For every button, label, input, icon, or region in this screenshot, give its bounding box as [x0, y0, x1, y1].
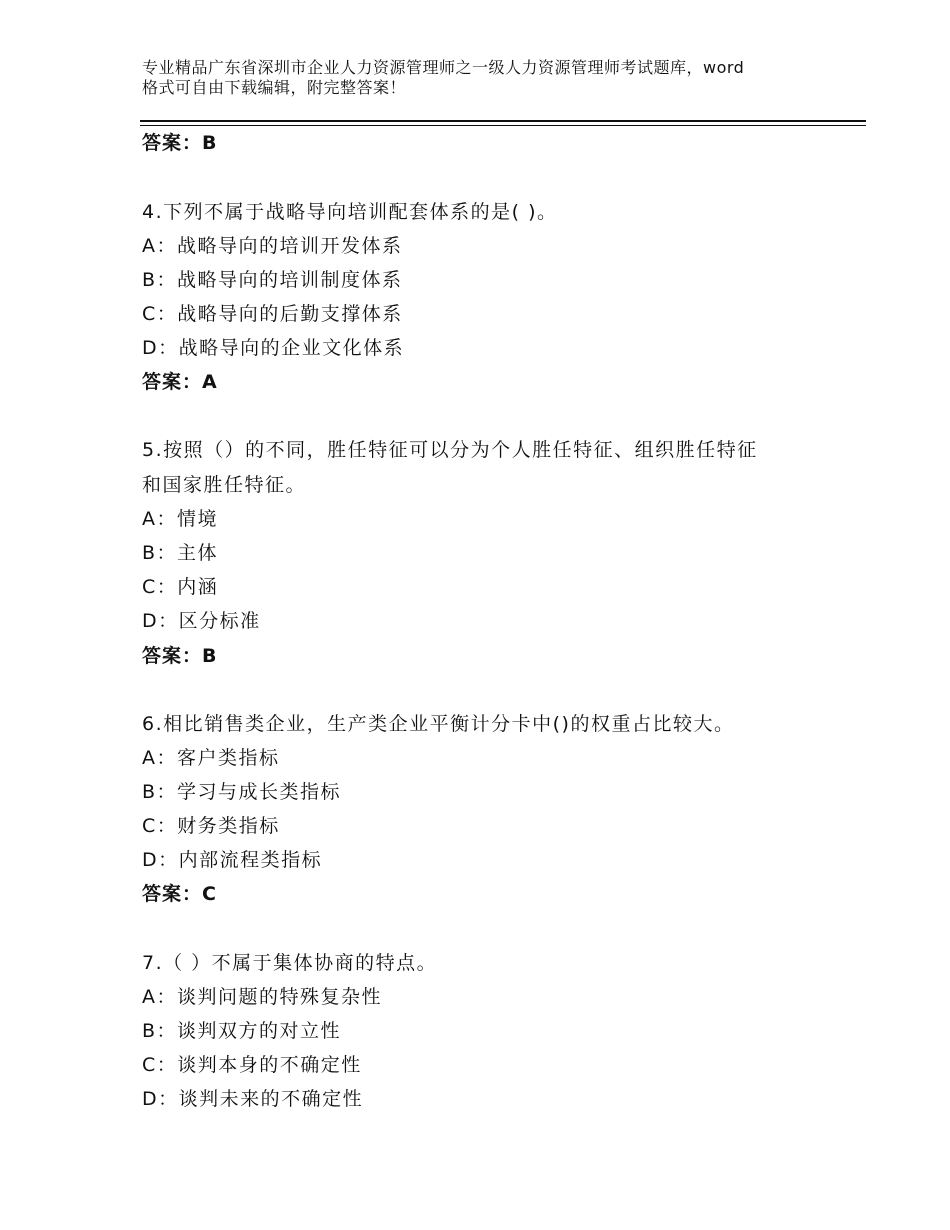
- question-6-option-b: B：学习与成长类指标: [142, 781, 342, 803]
- header-line-2: 格式可自由下载编辑，附完整答案！: [142, 78, 407, 97]
- question-7-option-b: B：谈判双方的对立性: [142, 1020, 342, 1042]
- question-4-option-c: C：战略导向的后勤支撑体系: [142, 303, 403, 325]
- question-7-option-a: A：谈判问题的特殊复杂性: [142, 986, 382, 1008]
- document-header: [142, 58, 842, 98]
- question-4-stem: 4.下列不属于战略导向培训配套体系的是( )。: [142, 201, 558, 223]
- header-line-1: 专业精品广东省深圳市企业人力资源管理师之一级人力资源管理师考试题库，word: [142, 58, 745, 77]
- question-5-stem-line-2: 和国家胜任特征。: [142, 474, 307, 496]
- question-4-option-a: A：战略导向的培训开发体系: [142, 235, 403, 257]
- question-5-option-b: B：主体: [142, 542, 219, 564]
- question-6-option-c: C：财务类指标: [142, 815, 280, 837]
- question-7-stem: 7.（ ）不属于集体协商的特点。: [142, 952, 438, 974]
- question-4-answer: 答案：A: [142, 371, 218, 393]
- question-7-option-c: C：谈判本身的不确定性: [142, 1054, 362, 1076]
- question-5-option-d: D：区分标准: [142, 610, 261, 632]
- question-6-stem: 6.相比销售类企业，生产类企业平衡计分卡中()的权重占比较大。: [142, 713, 735, 735]
- question-5-answer: 答案：B: [142, 645, 218, 667]
- header-rule-thick: [140, 120, 866, 122]
- header-rule-thin: [140, 125, 866, 126]
- question-6-answer: 答案：C: [142, 883, 217, 905]
- question-5-option-a: A：情境: [142, 508, 218, 530]
- question-4-option-d: D：战略导向的企业文化体系: [142, 337, 405, 359]
- question-6-option-d: D：内部流程类指标: [142, 849, 323, 871]
- question-5-option-c: C：内涵: [142, 576, 219, 598]
- question-5-stem-line-1: 5.按照（）的不同，胜任特征可以分为个人胜任特征、组织胜任特征: [142, 439, 758, 461]
- answer-prev: 答案：B: [142, 132, 218, 154]
- question-4-option-b: B：战略导向的培训制度体系: [142, 269, 403, 291]
- question-7-option-d: D：谈判未来的不确定性: [142, 1088, 364, 1110]
- question-6-option-a: A：客户类指标: [142, 747, 280, 769]
